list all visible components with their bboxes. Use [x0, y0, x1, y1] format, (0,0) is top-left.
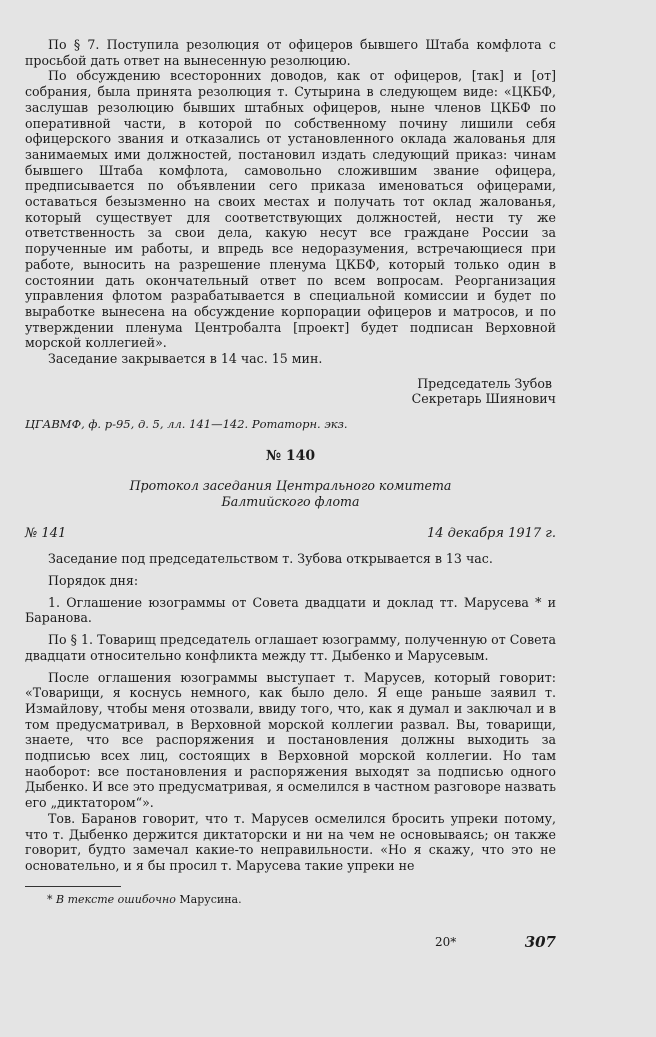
footnote-marker: * [47, 892, 53, 906]
chairman-signature: Председатель Зубов [417, 375, 552, 391]
paragraph: Порядок дня: [48, 572, 139, 588]
paragraph: 1. Оглашение юзограммы от Совета двадцати и доклад тт. Марусева * и Баранова. [25, 594, 556, 626]
paragraph: Тов. Баранов говорит, что т. Марусев осмелился бросить упреки потому, что т. Дыбенко держится диктаторски и ни на чем не основываясь; он также говорит, будто замечал какие-то неправильности. «Но я скажу, что это не основательно, и я бы просил т. Марусева такие упреки не [25, 810, 556, 873]
protocol-number: № 141 [25, 525, 67, 541]
footnote-divider [25, 886, 121, 887]
paragraph: По обсуждению всесторонних доводов, как от офицеров, [так] и [от] собрания, была принята резолюция т. Сутырина в следующем виде: «ЦКБФ, заслушав резолюцию бывших штабных офицеров, ныне членов ЦКБФ по оперативной части, в которой по собственному почину лишили себя офицерского звания и отказались от установленного оклада жалованья для занимаемых ими должностей, постановил издать следующий приказ: чинам бывшего Штаба комфлота, самовольно сложившим звание офицера, предписывается по объявлении сего приказа именоваться офицерами, оставаться безызменно на своих местах и получать тот оклад жалованья, который существует для соответствующих должностей, нести ту же ответственность за свои дела, какую несут все граждане России за порученные им работы, и впредь все недоразумения, встречающиеся при работе, выносить на разрешение пленума ЦКБФ, который только один в состоянии дать окончательный ответ по всем вопросам. Реорганизация управления флотом разрабатывается в специальной комиссии и будет по выработке вынесена на обсуждение корпорации офицеров и матросов, и по утверждении пленума Центробалта [проект] будет подписан Верховной морской коллегией». [25, 68, 556, 351]
signature-mark: 20* [435, 935, 457, 949]
archive-reference: ЦГАВМФ, ф. р-95, д. 5, лл. 141—142. Ротаторн. экз. [25, 417, 348, 432]
protocol-meta [25, 526, 556, 542]
document-number: № 140 [265, 447, 316, 464]
page-footer [25, 935, 556, 955]
footnote-italic: В тексте ошибочно [56, 892, 176, 906]
document-title-line: Балтийского флота [221, 493, 360, 509]
paragraph: Заседание закрывается в 14 час. 15 мин. [48, 351, 323, 367]
protocol-date: 14 декабря 1917 г. [426, 525, 556, 541]
document-title-line: Протокол заседания Центрального комитета [129, 477, 452, 493]
paragraph: По § 7. Поступила резолюция от офицеров бывшего Штаба комфлота с просьбой дать ответ на вынесенную резолюцию. [25, 37, 556, 68]
page-body [25, 37, 556, 907]
document-title [25, 478, 556, 510]
paragraph: Заседание под председательством т. Зубова открывается в 13 час. [48, 551, 493, 567]
paragraph: По § 1. Товарищ председатель оглашает юзограмму, полученную от Совета двадцати относительно конфликта между тт. Дыбенко и Марусевым. [25, 632, 556, 663]
page-number: 307 [524, 933, 556, 951]
footnote-text: Марусина. [179, 892, 242, 906]
paragraph: После оглашения юзограммы выступает т. Марусев, который говорит: «Товарищи, я коснусь немного, как было дело. Я еще раньше заявил т. Измайлову, чтобы меня отозвали, ввиду того, что, как я думал и заключал и в том предусматривал, в Верховной морской коллегии развал. Вы, товарищи, знаете, что все распоряжения и постановления должны выходить за подписью всех лиц, состоящих в Верховной морской коллегии. Но там наоборот: все постановления и распоряжения выходят за подписью одного Дыбенко. И все это предусматривая, я осмелился в частном разговоре назвать его „диктатором“». [25, 669, 556, 811]
secretary-signature: Секретарь Шиянович [411, 391, 556, 407]
footnote [25, 892, 556, 908]
